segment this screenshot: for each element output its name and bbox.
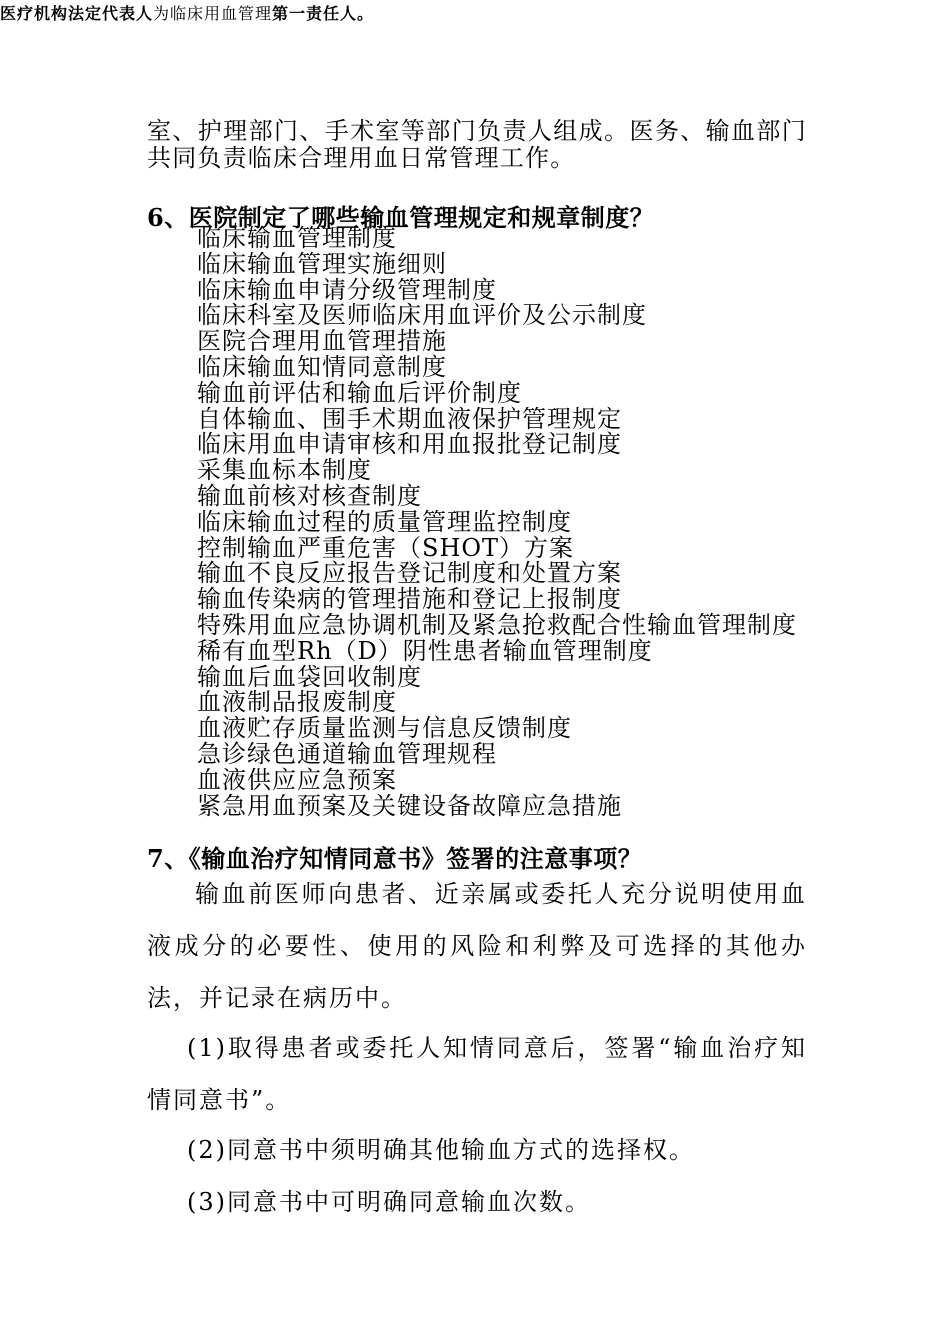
list-item: 临床输血管理实施细则 [197, 249, 447, 278]
responsibility-subject: 医疗机构法定代表人 [0, 4, 154, 23]
list-item: 急诊绿色通道输血管理规程 [197, 739, 497, 768]
list-item: 输血前评估和输血后评价制度 [197, 378, 522, 407]
list-item: 临床用血申请审核和用血报批登记制度 [197, 430, 622, 459]
responsibility-role: 第一责任人。 [272, 4, 375, 23]
list-item: 临床输血知情同意制度 [197, 352, 447, 381]
list-item: 血液供应应急预案 [197, 765, 397, 794]
list-item: 采集血标本制度 [197, 456, 372, 485]
list-item: 临床科室及医师临床用血评价及公示制度 [197, 301, 647, 330]
list-item: 临床输血申请分级管理制度 [197, 275, 497, 304]
list-item: 输血传染病的管理措施和登记上报制度 [197, 585, 622, 614]
question-6-heading: 6、医院制定了哪些输血管理规定和规章制度？ [147, 203, 655, 232]
consent-point-3: (3)同意书中可明确同意输血次数。 [187, 1188, 591, 1216]
list-item-wrapped [197, 610, 807, 639]
list-item-wrapped-text: 特殊用血应急协调机制及紧急抢救配合性输血管理制度 [197, 610, 797, 639]
list-item: 紧急用血预案及关键设备故障应急措施 [197, 791, 622, 820]
list-item: 输血前核对核查制度 [197, 481, 422, 510]
responsibility-middle: 为临床用血管理 [153, 4, 273, 23]
list-item: 医院合理用血管理措施 [197, 327, 447, 356]
list-item: 临床输血过程的质量管理监控制度 [197, 507, 572, 536]
list-item: 输血后血袋回收制度 [197, 662, 422, 691]
list-item: 输血不良反应报告登记制度和处置方案 [197, 559, 622, 588]
consent-point-1: (1)取得患者或委托人知情同意后，签署“输血治疗知情同意书”。 [147, 1034, 807, 1114]
responsibility-line [0, 0, 610, 28]
consent-point-2: (2)同意书中须明确其他输血方式的选择权。 [187, 1136, 695, 1164]
list-item: 稀有血型Rh（D）阴性患者输血管理制度 [197, 636, 653, 665]
list-item: 自体输血、围手术期血液保护管理规定 [197, 404, 622, 433]
list-item: 临床输血管理制度 [197, 224, 397, 252]
question-7-heading: 7、《输血治疗知情同意书》签署的注意事项？ [147, 844, 643, 873]
list-item: 控制输血严重危害（SHOT）方案 [197, 533, 575, 562]
consent-paragraph: 输血前医师向患者、近亲属或委托人充分说明使用血液成分的必要性、使用的风险和利弊及可选择的其他办法，并记录在病历中。 [147, 880, 807, 1012]
regulation-list [197, 226, 807, 819]
intro-paragraph: 室、护理部门、手术室等部门负责人组成。医务、输血部门共同负责临床合理用血日常管理工作。 [147, 117, 807, 172]
list-item: 血液贮存质量监测与信息反馈制度 [197, 714, 572, 743]
list-item: 血液制品报废制度 [197, 688, 397, 717]
